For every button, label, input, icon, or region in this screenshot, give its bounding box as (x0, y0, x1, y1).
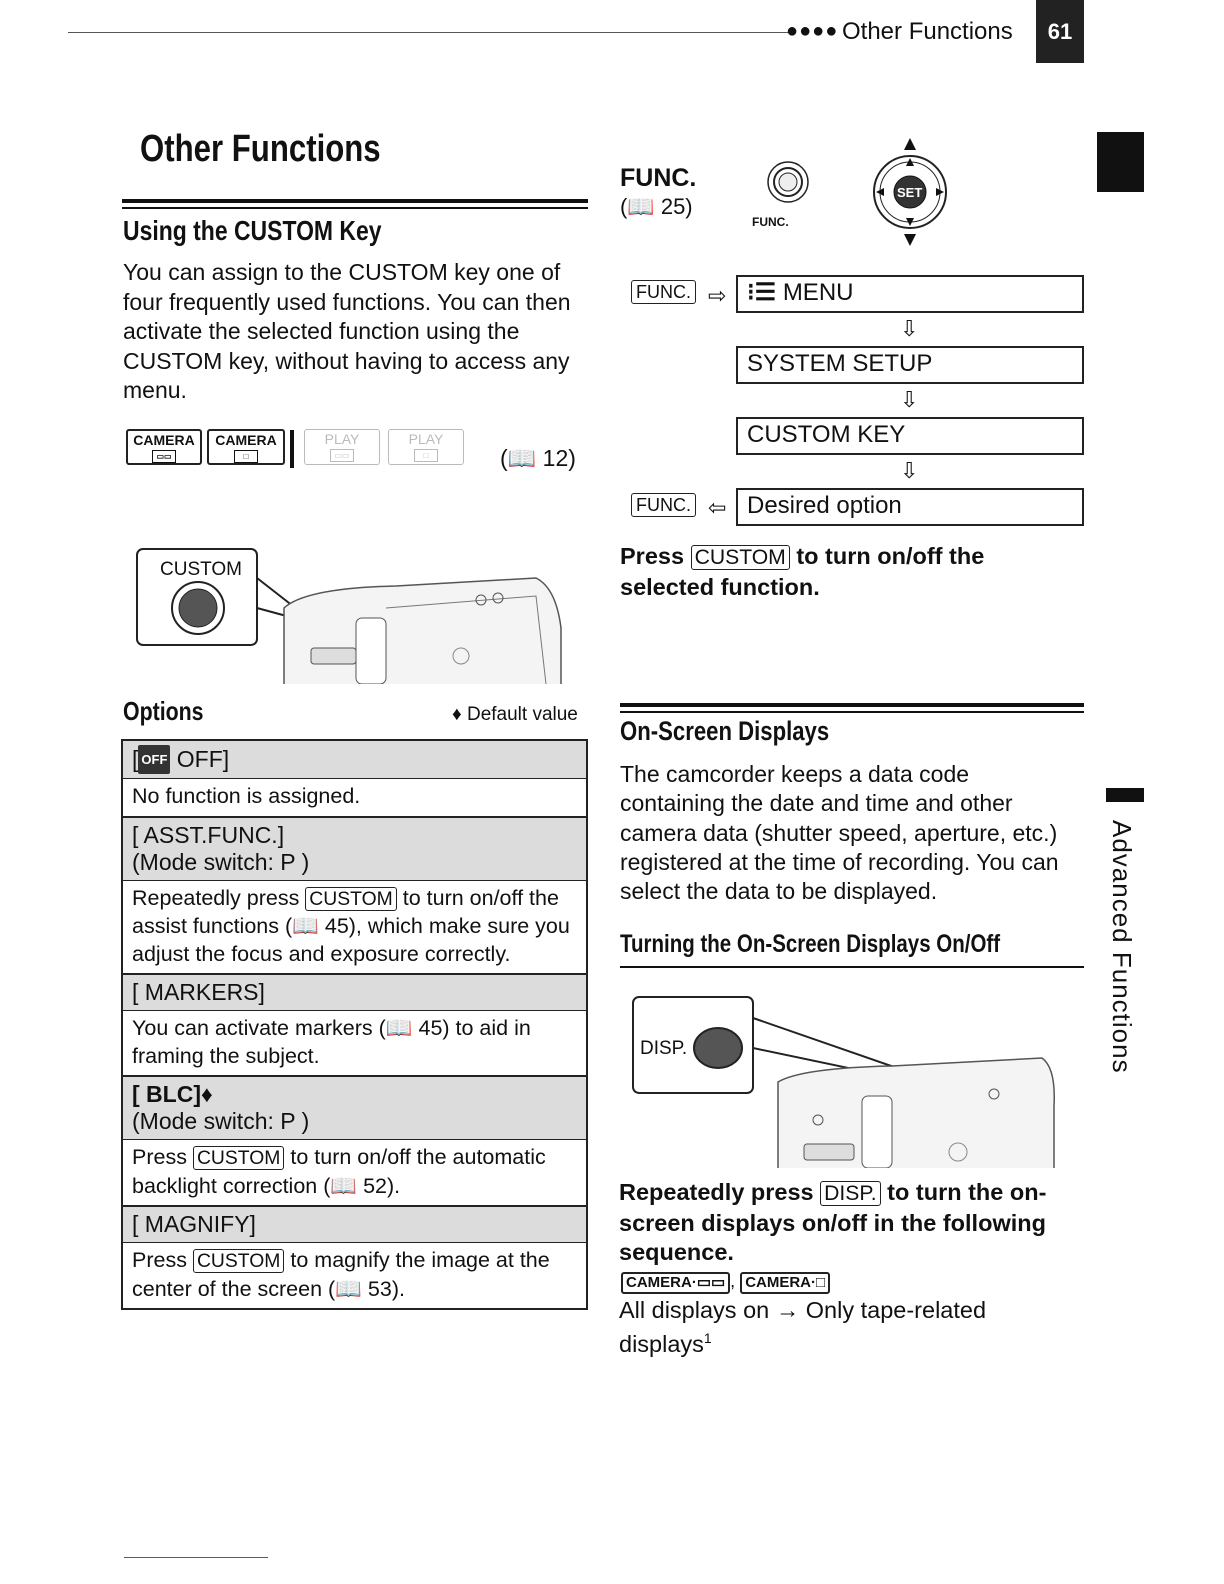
osd-paragraph: The camcorder keeps a data code containing the date and time and other camera data (shutter speed, aperture, etc.) registered at the time of recording. You can select the data to be displayed. (620, 761, 1059, 905)
func-key-glyph: FUNC. (631, 493, 696, 517)
custom-key-glyph: CUSTOM (691, 545, 790, 570)
flow-step-menu (736, 275, 1084, 313)
option-label: [ BLC]♦ (132, 1081, 213, 1107)
section-title-osd: On-Screen Displays (620, 716, 830, 746)
disp-button-label: DISP. (640, 1038, 688, 1059)
func-button-icon (748, 156, 824, 228)
custom-button-label: CUSTOM (160, 559, 242, 580)
custom-key-glyph: CUSTOM (193, 1146, 284, 1170)
desc-text: to magnify the image at the center of the screen (📖 53). (132, 1248, 550, 1301)
section-rule-thick (122, 199, 588, 203)
arrow-down-icon: ⇩ (900, 316, 919, 341)
camcorder-custom-illustration (136, 548, 566, 684)
func-label: FUNC. (620, 164, 697, 192)
set-label: SET (897, 185, 923, 200)
section-rule-thin (620, 711, 1084, 713)
header-rule (68, 32, 790, 33)
header-dots: ●●●● (786, 20, 839, 42)
option-markers-desc: You can activate markers (📖 45) to aid in framing the subject. (123, 1010, 586, 1075)
side-tab-marker (1097, 132, 1144, 192)
header-title: Other Functions (842, 18, 1013, 45)
sequence-label: All displays on → Only tape-related displays (619, 1297, 987, 1357)
mode-badge-label: PLAY (324, 431, 360, 447)
mode-badge-camera-tape: CAMERA·▭▭ (621, 1272, 730, 1294)
options-table (121, 739, 588, 1310)
option-blc-head (123, 1075, 586, 1139)
set-joystick-icon (866, 136, 954, 248)
option-off-head: [ OFF OFF] (123, 741, 586, 778)
instruction-text: Repeatedly press (619, 1179, 821, 1205)
instruction-text: to turn on/off the selected function. (620, 543, 985, 600)
flow-step-system-setup: SYSTEM SETUP (736, 346, 1084, 384)
mode-badge-label: CAMERA (215, 432, 277, 448)
instruction-text: to turn the on-screen displays on/off in the following sequence. (619, 1179, 1047, 1265)
custom-key-glyph: CUSTOM (305, 887, 396, 911)
side-tab-marker-small (1106, 788, 1144, 802)
instruction-text: Press (620, 543, 691, 569)
arrow-down-icon: ⇩ (900, 458, 919, 483)
mode-badge-sub: □ (414, 449, 438, 462)
option-label: OFF] (176, 746, 230, 772)
options-title: Options (123, 696, 204, 726)
option-mode-switch: (Mode switch: P ) (132, 848, 310, 875)
arrow-left-icon: ⇦ (708, 495, 727, 520)
press-custom-instruction (620, 542, 1080, 602)
mode-badge-label: PLAY (408, 431, 444, 447)
flow-step-desired-option: Desired option (736, 488, 1084, 526)
option-mode-switch: (Mode switch: P ) (132, 1108, 310, 1134)
desc-text: to turn on/off the automatic backlight correction (📖 52). (132, 1145, 546, 1198)
flow-step-custom-key: CUSTOM KEY (736, 417, 1084, 455)
option-markers-head: [ MARKERS] (123, 973, 586, 1010)
flow-step-label: MENU (782, 279, 854, 306)
option-off-desc: No function is assigned. (123, 778, 586, 816)
mode-badge-camera-card: CAMERA·□ (740, 1272, 830, 1294)
disp-key-glyph: DISP. (820, 1181, 881, 1206)
section-rule-thin (122, 207, 588, 209)
option-asst-func-head (123, 816, 586, 880)
arrow-right-icon: ⇨ (708, 283, 727, 308)
section-title-custom: Using the CUSTOM Key (123, 215, 382, 246)
page-title: Other Functions (140, 128, 381, 170)
sequence-text (619, 1296, 1079, 1358)
subsection-title-toggle: Turning the On-Screen Displays On/Off (620, 930, 1001, 958)
mode-badge-camera-tape (126, 429, 202, 465)
option-blc-desc (123, 1139, 586, 1205)
menu-icon: ⁝☰ (747, 279, 783, 306)
intro-paragraph: You can assign to the CUSTOM key one of four frequently used functions. You can then activate the selected function using the CUSTOM key, without having to access any menu. (123, 259, 571, 403)
mode-badge-play-tape (304, 429, 380, 465)
side-tab-label: Advanced Functions (1107, 820, 1137, 1074)
mode-badge-play-card (388, 429, 464, 465)
subsection-rule (620, 966, 1084, 968)
option-magnify-head: [ MAGNIFY] (123, 1205, 586, 1242)
func-page-reference: (📖 25) (620, 194, 693, 219)
func-dial-label: FUNC. (752, 215, 789, 228)
arrow-down-icon: ⇩ (900, 387, 919, 412)
desc-text: Press (132, 1248, 193, 1272)
mode-badge-camera-card (207, 429, 285, 465)
section-rule-thick (620, 703, 1084, 707)
custom-key-glyph: CUSTOM (193, 1249, 284, 1273)
mode-separator (290, 430, 294, 468)
sequence-mode-badges: CAMERA·▭▭ , CAMERA·□ (621, 1271, 830, 1294)
footnote-marker: 1 (703, 1330, 712, 1346)
desc-text: Repeatedly press (132, 885, 306, 910)
mode-page-reference: (📖 12) (500, 445, 576, 471)
page-number: 61 (1036, 0, 1084, 63)
mode-badge-sub: □ (234, 450, 258, 463)
camcorder-disp-illustration (632, 996, 1062, 1168)
mode-badge-sub: ▭▭ (330, 449, 354, 462)
desc-text: Press (132, 1145, 193, 1169)
footer-rule (124, 1557, 268, 1558)
mode-badge-sub: ▭▭ (152, 450, 176, 463)
mode-badge-label: CAMERA (133, 432, 195, 448)
default-value-note: ♦ Default value (452, 704, 578, 725)
option-asst-func-desc (123, 880, 586, 974)
func-key-glyph: FUNC. (631, 280, 696, 304)
repeat-disp-instruction (619, 1178, 1089, 1268)
option-label: [ ASST.FUNC.] (132, 821, 285, 848)
off-icon: OFF (138, 745, 170, 774)
desc-text: to turn on/off the assist functions (📖 45), which make sure you adjust the focus and exposure correctly. (132, 885, 570, 966)
option-magnify-desc (123, 1242, 586, 1308)
